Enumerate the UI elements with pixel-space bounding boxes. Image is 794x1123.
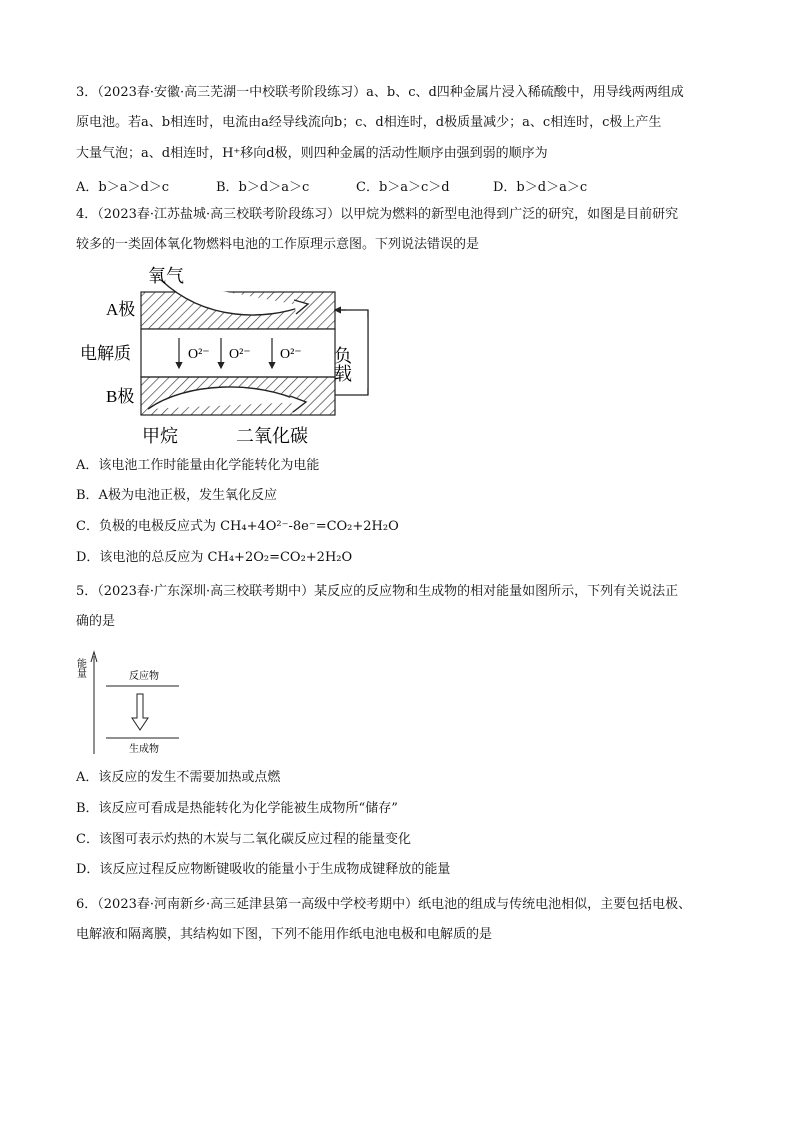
q5-option-a: A．该反应的发生不需要加热或点燃 — [76, 770, 281, 785]
q3-option-c: C．b＞a＞c＞d — [356, 180, 450, 195]
q6-stem-line-2: 电解液和隔离膜，其结构如下图，下列不能用作纸电池电极和电解质的是 — [76, 927, 493, 942]
q3-stem-line-2: 原电池。若a、b相连时，电流由a经导线流向b；c、d相连时，d极质量减少；a、c相连时，c极上产生 — [76, 115, 662, 130]
fuel-cell-diagram — [76, 262, 376, 448]
q4-option-c: C．负极的电极反应式为 CH₄+4O²⁻-8e⁻=CO₂+2H₂O — [76, 519, 399, 534]
q3-stem-line-3: 大量气泡；a、d相连时，H⁺移向d极，则四种金属的活动性顺序由强到弱的顺序为 — [76, 146, 548, 161]
methane-label: 甲烷 — [142, 426, 178, 446]
energy-diagram — [76, 642, 196, 762]
q4-option-d: D．该电池的总反应为 CH₄+2O₂=CO₂+2H₂O — [76, 550, 353, 565]
q3-stem-line-1: 3．（2023春·安徽·高三芜湖一中校联考阶段练习）a、b、c、d四种金属片浸入稀硫酸中，用导线两两组成 — [76, 85, 684, 100]
ion-label-1: O²⁻ — [188, 347, 210, 362]
a-pole-label: A极 — [106, 300, 136, 319]
q3-options — [76, 176, 726, 195]
oxygen-label: 氧气 — [148, 266, 184, 286]
b-pole-label: B极 — [106, 387, 135, 406]
q4-stem-line-2: 较多的一类固体氧化物燃料电池的工作原理示意图。下列说法错误的是 — [76, 237, 480, 252]
q5-stem-line-2: 确的是 — [76, 614, 116, 629]
q4-option-a: A．该电池工作时能量由化学能转化为电能 — [76, 458, 320, 473]
down-arrow-icon — [132, 694, 148, 730]
q4-stem-line-1: 4．（2023春·江苏盐城·高三校联考阶段练习）以甲烷为燃料的新型电池得到广泛的研究，如图是目前研究 — [76, 207, 679, 222]
q5-stem-line-1: 5．（2023春·广东深圳·高三校联考期中）某反应的反应物和生成物的相对能量如图所示，下列有关说法正 — [76, 584, 679, 599]
q5-option-c: C．该图可表示灼热的木炭与二氧化碳反应过程的能量变化 — [76, 832, 411, 847]
reactant-label: 反应物 — [129, 671, 159, 682]
q5-option-b: B．该反应可看成是热能转化为化学能被生成物所“储存” — [76, 801, 398, 816]
q4-option-b: B．A极为电池正极，发生氧化反应 — [76, 488, 277, 503]
energy-axis-label: 能量 — [74, 658, 86, 678]
ion-label-3: O²⁻ — [280, 347, 302, 362]
q5-option-d: D．该反应过程反应物断键吸收的能量小于生成物成键释放的能量 — [76, 862, 451, 877]
q3-option-a: A．b＞a＞d＞c — [76, 180, 170, 195]
electrolyte-label: 电解质 — [80, 344, 131, 363]
ion-label-2: O²⁻ — [229, 347, 251, 362]
load-label: 负载 — [332, 346, 352, 382]
q6-stem-line-1: 6．（2023春·河南新乡·高三延津县第一高级中学校考期中）纸电池的组成与传统电池相似，主要包括电极、 — [76, 897, 692, 912]
q3-option-d: D．b＞d＞a＞c — [493, 180, 588, 195]
co2-label: 二氧化碳 — [236, 426, 308, 446]
product-label: 生成物 — [129, 744, 159, 755]
q3-option-b: B．b＞d＞a＞c — [216, 180, 310, 195]
